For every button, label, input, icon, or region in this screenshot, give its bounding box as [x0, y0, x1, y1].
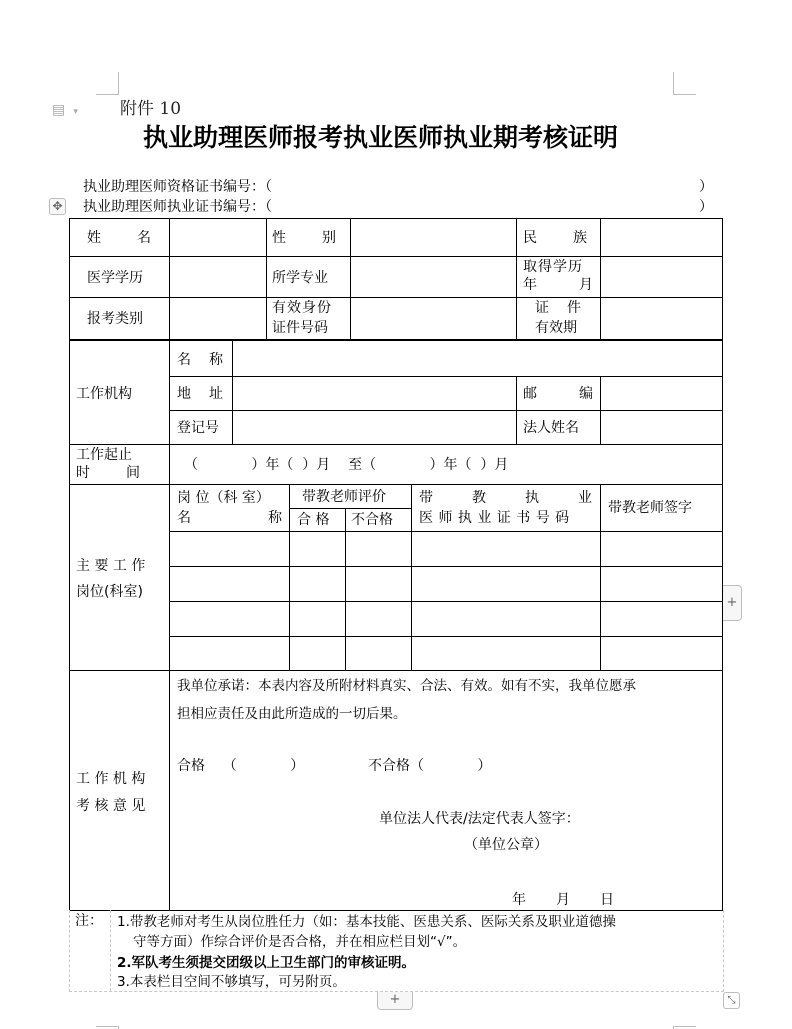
label-char: 件 [567, 300, 581, 316]
notes-divider [110, 910, 111, 991]
paragraph-layout-button[interactable] [52, 99, 82, 118]
note-1a: 1.带教老师对考生从岗位胜任力（如：基本技能、医患关系、医际关系及职业道德操 [117, 914, 616, 930]
label-char: 教 [472, 490, 486, 506]
label-char: 证 [535, 300, 549, 316]
id-label-1: 有效身份 [272, 300, 332, 316]
org-address-label [177, 386, 223, 402]
attachment-label: 附件 10 [120, 99, 182, 119]
post-row-1[interactable] [170, 532, 722, 566]
table-resize-handle[interactable] [723, 992, 740, 1009]
post-row-4[interactable] [170, 637, 722, 670]
table-border-vertical [169, 444, 170, 484]
col-eval-header: 带教老师评价 [302, 489, 386, 505]
review-label-1: 工 作 机 构 [76, 771, 146, 787]
reg-no-field[interactable] [233, 411, 516, 444]
table-border-vertical [169, 670, 170, 910]
degree-date-label-1 [523, 259, 593, 275]
page-title: 执业助理医师报考执业医师执业期考核证明 [143, 123, 619, 152]
col-post-header-1: 岗 位（科 室） [177, 490, 270, 506]
table-border-vertical [169, 341, 170, 444]
label-char: 间 [126, 465, 140, 481]
degree-date-label-2 [523, 277, 593, 293]
ethnic-label [523, 230, 587, 246]
table-border-vertical [516, 218, 517, 339]
validity-label-1 [535, 300, 581, 316]
gender-field[interactable] [351, 219, 516, 256]
label-char: 地 [177, 386, 191, 402]
pledge-line-1: 我单位承诺：本表内容及所附材料真实、合法、有效。如有不实，我单位愿承 [177, 678, 636, 694]
add-column-button[interactable] [723, 585, 742, 621]
note-1b: 守等方面）作综合评价是否合格，并在相应栏目划“√”。 [133, 934, 467, 950]
org-name-label [177, 352, 223, 368]
label-char: 性 [272, 230, 286, 246]
legal-name-label: 法人姓名 [523, 420, 579, 436]
exam-type-label: 报考类别 [87, 311, 143, 327]
label-char: 姓 [87, 230, 101, 246]
note-3: 3.本表栏目空间不够填写，可另附页。 [117, 974, 346, 990]
cert-qualification-label: 执业助理医师资格证书编号：（ [83, 179, 272, 195]
label-char: 月 [579, 277, 593, 293]
label-char: 业 [578, 490, 592, 506]
period-label-2 [76, 465, 140, 481]
caret-down-icon: ▾ [73, 107, 78, 117]
notes-label: 注： [75, 913, 103, 929]
post-row-2[interactable] [170, 567, 722, 601]
page-corner-mark-tl [96, 72, 119, 95]
note-2: 2.军队考生须提交团级以上卫生部门的审核证明。 [117, 955, 416, 971]
label-char: 别 [322, 230, 336, 246]
major-label: 所学专业 [272, 270, 328, 286]
review-fail-option[interactable]: 不合格（ ） [368, 758, 492, 774]
posts-label-2: 岗位(科室) [76, 584, 143, 600]
name-field[interactable] [170, 219, 266, 256]
review-pass-option[interactable]: 合格 （ ） [177, 758, 305, 774]
table-border-horizontal [289, 508, 411, 509]
legal-rep-signature: 单位法人代表/法定代表人签字： [379, 811, 580, 827]
cert-qualification-close: ） [699, 179, 713, 195]
table-border-vertical [69, 218, 70, 910]
page-corner-mark-tr [673, 72, 696, 95]
review-date [512, 892, 614, 908]
label-char: 称 [209, 352, 223, 368]
name-label [87, 230, 151, 246]
label-char: 带 [419, 490, 433, 506]
pledge-line-2: 担相应责任及由此所造成的一切后果。 [177, 706, 407, 722]
col-pass-header: 合 格 [297, 512, 330, 528]
table-border-vertical [722, 218, 723, 910]
ethnic-field[interactable] [601, 219, 722, 256]
degree-date-field[interactable] [601, 257, 722, 297]
col-cert-header-1 [419, 490, 592, 506]
label-char: 年 [523, 277, 537, 293]
table-border-vertical [266, 218, 267, 339]
col-cert-header-2: 医 师 执 业 证 书 号 码 [419, 510, 570, 526]
education-label: 医学学历 [87, 270, 143, 286]
label-char: 名 [137, 230, 151, 246]
table-border-horizontal [69, 444, 723, 445]
validity-field[interactable] [601, 298, 722, 339]
plus-icon: + [389, 992, 401, 1007]
label-char: 月 [556, 892, 570, 908]
label-char: 时 [76, 465, 90, 481]
table-border-horizontal [69, 670, 723, 671]
label-char: 日 [600, 892, 614, 908]
move-icon: ✥ [52, 199, 63, 213]
legal-name-field[interactable] [601, 411, 722, 444]
table-move-handle[interactable] [49, 198, 66, 215]
cert-practice-close: ） [699, 199, 713, 215]
label-char: 邮 [523, 386, 537, 402]
label-char: 取得学历 [523, 259, 583, 275]
label-char: 族 [573, 230, 587, 246]
add-row-button[interactable] [377, 992, 413, 1010]
label-char: 年 [512, 892, 526, 908]
resize-icon: ⤡ [727, 995, 736, 1006]
table-border-vertical [516, 376, 517, 444]
period-label-1: 工作起止 [76, 447, 132, 463]
label-char: 名 [177, 510, 191, 526]
posts-label-1: 主 要 工 作 [76, 558, 146, 574]
period-field[interactable]: （ ）年（ ）月 至（ ）年（ ）月 [184, 457, 509, 473]
label-char: 民 [523, 230, 537, 246]
exam-type-field[interactable] [170, 298, 266, 339]
document-icon: ▤ [52, 102, 66, 118]
review-label-2: 考 核 意 见 [76, 798, 146, 814]
col-post-header-2 [177, 510, 282, 526]
major-field[interactable] [351, 257, 516, 297]
id-label-2: 证件号码 [272, 320, 328, 336]
unit-seal: （单位公章） [464, 837, 548, 853]
col-sign-header: 带教老师签字 [608, 500, 692, 516]
cert-practice-label: 执业助理医师执业证书编号：（ [83, 199, 272, 215]
org-name-field[interactable] [233, 342, 722, 376]
table-border-horizontal [69, 339, 723, 341]
plus-icon: + [726, 595, 738, 610]
postcode-label [523, 386, 593, 402]
label-char: 址 [209, 386, 223, 402]
org-label: 工作机构 [76, 386, 132, 402]
postcode-field[interactable] [601, 377, 722, 410]
label-char: 执 [525, 490, 539, 506]
education-field[interactable] [170, 257, 266, 297]
gender-label [272, 230, 336, 246]
validity-label-2: 有效期 [535, 320, 577, 336]
id-number-field[interactable] [351, 298, 516, 339]
label-char: 名 [177, 352, 191, 368]
reg-no-label: 登记号 [177, 420, 219, 436]
col-fail-header: 不合格 [351, 512, 393, 528]
table-border-horizontal [69, 484, 723, 485]
label-char: 称 [268, 510, 282, 526]
post-row-3[interactable] [170, 602, 722, 636]
label-char: 编 [579, 386, 593, 402]
org-address-field[interactable] [233, 377, 516, 410]
